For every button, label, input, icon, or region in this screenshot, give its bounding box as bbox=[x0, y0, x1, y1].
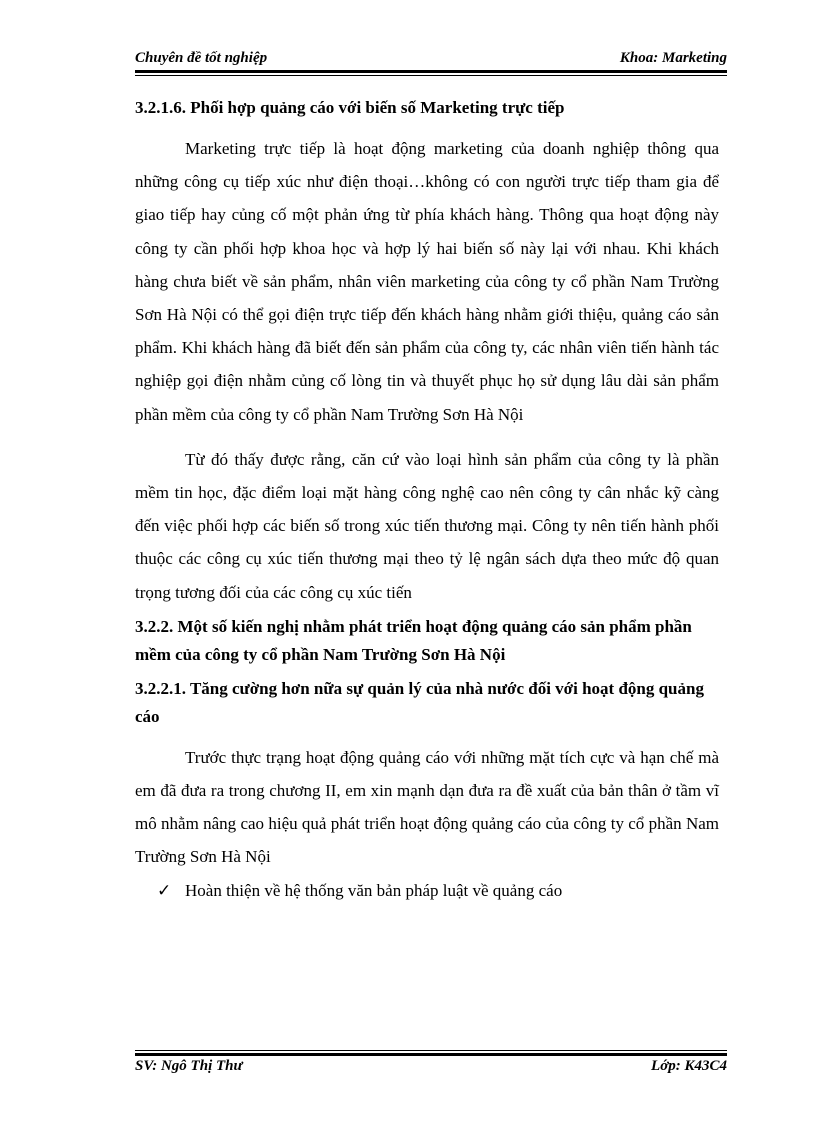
footer-rule bbox=[135, 1050, 727, 1056]
heading-3-2-2-1: 3.2.2.1. Tăng cường hơn nữa sự quản lý của nhà nước đối với hoạt động quảng cáo bbox=[135, 678, 704, 726]
page-header bbox=[135, 48, 727, 70]
page-footer bbox=[135, 1058, 727, 1080]
heading-3-2-1-6: 3.2.1.6. Phối hợp quảng cáo với biến số Marketing trực tiếp bbox=[135, 98, 565, 117]
header-left-text: Chuyên đề tốt nghiệp bbox=[135, 50, 268, 66]
paragraph-direct-marketing: Marketing trực tiếp là hoạt động marketing của doanh nghiệp thông qua những công cụ tiếp xúc như điện thoại…không có con người trực tiếp tham gia để giao tiếp hay củng cố một phản ứng từ phía khách hàng. Thông qua hoạt động này công ty cần phối hợp khoa học và hợp lý hai biến số này lại với nhau. Khi khách hàng chưa biết về sản phẩm, nhân viên marketing của công ty cổ phần Nam Trường Sơn Hà Nội có thể gọi điện trực tiếp đến khách hàng nhằm giới thiệu, quảng cáo sản phẩm. Khi khách hàng đã biết đến sản phẩm của công ty, các nhân viên tiến hành tác nghiệp gọi điện nhằm củng cố lòng tin và thuyết phục họ sử dụng lâu dài sản phẩm phần mềm của công ty cổ phần Nam Trường Sơn Hà Nội bbox=[135, 139, 719, 424]
header-right-text: Khoa: Marketing bbox=[619, 50, 727, 66]
paragraph-state-management: Trước thực trạng hoạt động quảng cáo với những mặt tích cực và hạn chế mà em đã đưa ra trong chương II, em xin mạnh dạn đưa ra đề xuất của bản thân ở tầm vĩ mô nhằm nâng cao hiệu quả phát triển hoạt động quảng cáo của công ty cổ phần Nam Trường Sơn Hà Nội bbox=[135, 747, 719, 867]
bullet-item bbox=[135, 876, 719, 906]
footer-left-text: SV: Ngô Thị Thư bbox=[135, 1058, 243, 1074]
header-rule bbox=[135, 70, 727, 76]
bullet-item-text: Hoàn thiện về hệ thống văn bản pháp luật về quảng cáo bbox=[185, 880, 563, 900]
checkmark-icon: ✓ bbox=[157, 880, 172, 900]
paragraph-conclusion: Từ đó thấy được rằng, căn cứ vào loại hình sản phẩm của công ty là phần mềm tin học, đặc điểm loại mặt hàng công nghệ cao nên công ty cân nhắc kỹ càng đến việc phối hợp các biến số trong xúc tiến thương mại. Công ty nên tiến hành phối thuộc các công cụ xúc tiến thương mại theo tỷ lệ ngân sách dựa theo mức độ quan trọng tương đối của các công cụ xúc tiến bbox=[135, 449, 719, 602]
footer-right-text: Lớp: K43C4 bbox=[651, 1058, 727, 1074]
heading-3-2-2: 3.2.2. Một số kiến nghị nhằm phát triển hoạt động quảng cáo sản phẩm phần mềm của công ty cổ phần Nam Trường Sơn Hà Nội bbox=[135, 616, 692, 664]
page-content bbox=[135, 94, 719, 906]
